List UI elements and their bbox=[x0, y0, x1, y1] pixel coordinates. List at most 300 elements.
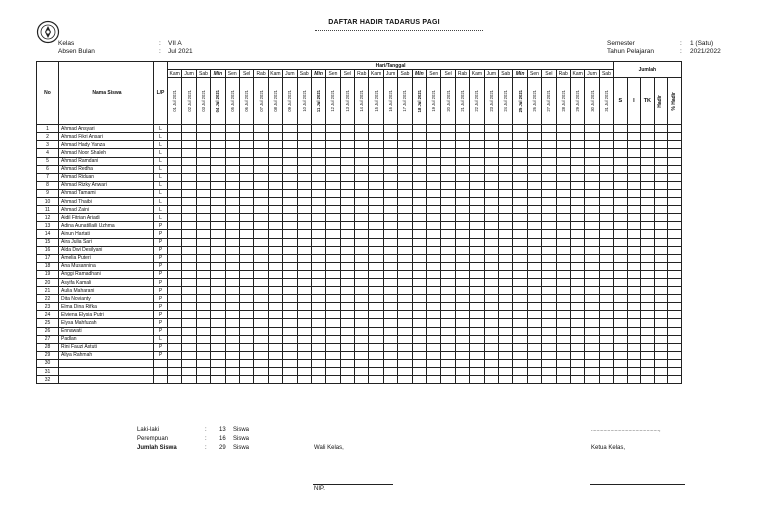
attendance-cell[interactable] bbox=[441, 278, 455, 286]
attendance-cell[interactable] bbox=[470, 238, 484, 246]
attendance-cell[interactable] bbox=[326, 230, 340, 238]
attendance-cell[interactable] bbox=[182, 351, 196, 359]
attendance-cell[interactable] bbox=[484, 262, 498, 270]
attendance-cell[interactable] bbox=[527, 327, 541, 335]
attendance-cell[interactable] bbox=[498, 270, 512, 278]
attendance-cell[interactable] bbox=[283, 198, 297, 206]
attendance-cell[interactable] bbox=[211, 278, 225, 286]
attendance-cell[interactable] bbox=[239, 157, 253, 165]
attendance-cell[interactable] bbox=[383, 149, 397, 157]
attendance-cell[interactable] bbox=[369, 133, 383, 141]
attendance-cell[interactable] bbox=[340, 230, 354, 238]
attendance-cell[interactable] bbox=[182, 149, 196, 157]
attendance-cell[interactable] bbox=[527, 214, 541, 222]
attendance-cell[interactable] bbox=[556, 173, 570, 181]
attendance-cell[interactable] bbox=[527, 165, 541, 173]
attendance-cell[interactable] bbox=[484, 278, 498, 286]
attendance-cell[interactable] bbox=[369, 157, 383, 165]
attendance-cell[interactable] bbox=[441, 262, 455, 270]
attendance-cell[interactable] bbox=[297, 206, 311, 214]
attendance-cell[interactable] bbox=[527, 270, 541, 278]
attendance-cell[interactable] bbox=[484, 311, 498, 319]
attendance-cell[interactable] bbox=[239, 149, 253, 157]
attendance-cell[interactable] bbox=[311, 343, 325, 351]
attendance-cell[interactable] bbox=[570, 311, 584, 319]
attendance-cell[interactable] bbox=[455, 238, 469, 246]
attendance-cell[interactable] bbox=[196, 133, 210, 141]
attendance-cell[interactable] bbox=[441, 295, 455, 303]
attendance-cell[interactable] bbox=[225, 230, 239, 238]
attendance-cell[interactable] bbox=[513, 311, 527, 319]
attendance-cell[interactable] bbox=[196, 278, 210, 286]
attendance-cell[interactable] bbox=[398, 189, 412, 197]
attendance-cell[interactable] bbox=[211, 189, 225, 197]
attendance-cell[interactable] bbox=[311, 303, 325, 311]
attendance-cell[interactable] bbox=[412, 141, 426, 149]
attendance-cell[interactable] bbox=[542, 295, 556, 303]
attendance-cell[interactable] bbox=[585, 303, 599, 311]
attendance-cell[interactable] bbox=[254, 181, 268, 189]
attendance-cell[interactable] bbox=[427, 351, 441, 359]
attendance-cell[interactable] bbox=[283, 165, 297, 173]
attendance-cell[interactable] bbox=[239, 181, 253, 189]
attendance-cell[interactable] bbox=[585, 181, 599, 189]
attendance-cell[interactable] bbox=[196, 189, 210, 197]
attendance-cell[interactable] bbox=[383, 246, 397, 254]
attendance-cell[interactable] bbox=[542, 189, 556, 197]
attendance-cell[interactable] bbox=[326, 189, 340, 197]
attendance-cell[interactable] bbox=[268, 246, 282, 254]
attendance-cell[interactable] bbox=[455, 351, 469, 359]
attendance-cell[interactable] bbox=[556, 157, 570, 165]
attendance-cell[interactable] bbox=[355, 376, 369, 384]
attendance-cell[interactable] bbox=[168, 214, 182, 222]
attendance-cell[interactable] bbox=[498, 181, 512, 189]
attendance-cell[interactable] bbox=[225, 189, 239, 197]
attendance-cell[interactable] bbox=[441, 181, 455, 189]
attendance-cell[interactable] bbox=[542, 133, 556, 141]
attendance-cell[interactable] bbox=[498, 230, 512, 238]
attendance-cell[interactable] bbox=[527, 262, 541, 270]
attendance-cell[interactable] bbox=[484, 376, 498, 384]
attendance-cell[interactable] bbox=[484, 319, 498, 327]
attendance-cell[interactable] bbox=[168, 141, 182, 149]
attendance-cell[interactable] bbox=[326, 214, 340, 222]
attendance-cell[interactable] bbox=[470, 189, 484, 197]
attendance-cell[interactable] bbox=[398, 149, 412, 157]
attendance-cell[interactable] bbox=[268, 206, 282, 214]
attendance-cell[interactable] bbox=[355, 343, 369, 351]
attendance-cell[interactable] bbox=[355, 359, 369, 367]
attendance-cell[interactable] bbox=[556, 246, 570, 254]
attendance-cell[interactable] bbox=[283, 368, 297, 376]
attendance-cell[interactable] bbox=[570, 254, 584, 262]
attendance-cell[interactable] bbox=[412, 133, 426, 141]
attendance-cell[interactable] bbox=[570, 141, 584, 149]
attendance-cell[interactable] bbox=[556, 165, 570, 173]
attendance-cell[interactable] bbox=[369, 206, 383, 214]
attendance-cell[interactable] bbox=[254, 327, 268, 335]
attendance-cell[interactable] bbox=[412, 246, 426, 254]
attendance-cell[interactable] bbox=[239, 343, 253, 351]
attendance-cell[interactable] bbox=[196, 262, 210, 270]
attendance-cell[interactable] bbox=[470, 206, 484, 214]
attendance-cell[interactable] bbox=[182, 133, 196, 141]
attendance-cell[interactable] bbox=[369, 311, 383, 319]
attendance-cell[interactable] bbox=[383, 230, 397, 238]
attendance-cell[interactable] bbox=[484, 254, 498, 262]
attendance-cell[interactable] bbox=[570, 206, 584, 214]
attendance-cell[interactable] bbox=[211, 368, 225, 376]
attendance-cell[interactable] bbox=[599, 149, 613, 157]
attendance-cell[interactable] bbox=[513, 222, 527, 230]
attendance-cell[interactable] bbox=[355, 133, 369, 141]
attendance-cell[interactable] bbox=[168, 319, 182, 327]
attendance-cell[interactable] bbox=[542, 149, 556, 157]
attendance-cell[interactable] bbox=[570, 198, 584, 206]
attendance-cell[interactable] bbox=[268, 149, 282, 157]
attendance-cell[interactable] bbox=[211, 254, 225, 262]
attendance-cell[interactable] bbox=[254, 287, 268, 295]
attendance-cell[interactable] bbox=[340, 214, 354, 222]
attendance-cell[interactable] bbox=[239, 206, 253, 214]
attendance-cell[interactable] bbox=[211, 198, 225, 206]
attendance-cell[interactable] bbox=[542, 359, 556, 367]
attendance-cell[interactable] bbox=[168, 368, 182, 376]
attendance-cell[interactable] bbox=[283, 206, 297, 214]
attendance-cell[interactable] bbox=[427, 198, 441, 206]
attendance-cell[interactable] bbox=[326, 173, 340, 181]
attendance-cell[interactable] bbox=[326, 165, 340, 173]
attendance-cell[interactable] bbox=[326, 287, 340, 295]
attendance-cell[interactable] bbox=[168, 238, 182, 246]
attendance-cell[interactable] bbox=[340, 287, 354, 295]
attendance-cell[interactable] bbox=[556, 262, 570, 270]
attendance-cell[interactable] bbox=[254, 141, 268, 149]
attendance-cell[interactable] bbox=[297, 254, 311, 262]
attendance-cell[interactable] bbox=[211, 206, 225, 214]
attendance-cell[interactable] bbox=[427, 189, 441, 197]
attendance-cell[interactable] bbox=[355, 181, 369, 189]
attendance-cell[interactable] bbox=[513, 254, 527, 262]
attendance-cell[interactable] bbox=[239, 270, 253, 278]
attendance-cell[interactable] bbox=[513, 351, 527, 359]
attendance-cell[interactable] bbox=[585, 165, 599, 173]
attendance-cell[interactable] bbox=[311, 198, 325, 206]
attendance-cell[interactable] bbox=[599, 238, 613, 246]
attendance-cell[interactable] bbox=[182, 246, 196, 254]
attendance-cell[interactable] bbox=[225, 368, 239, 376]
attendance-cell[interactable] bbox=[355, 254, 369, 262]
attendance-cell[interactable] bbox=[311, 368, 325, 376]
attendance-cell[interactable] bbox=[542, 222, 556, 230]
attendance-cell[interactable] bbox=[412, 173, 426, 181]
attendance-cell[interactable] bbox=[369, 173, 383, 181]
attendance-cell[interactable] bbox=[211, 238, 225, 246]
attendance-cell[interactable] bbox=[182, 238, 196, 246]
attendance-cell[interactable] bbox=[470, 359, 484, 367]
attendance-cell[interactable] bbox=[355, 230, 369, 238]
attendance-cell[interactable] bbox=[383, 189, 397, 197]
attendance-cell[interactable] bbox=[527, 351, 541, 359]
attendance-cell[interactable] bbox=[585, 125, 599, 133]
attendance-cell[interactable] bbox=[369, 189, 383, 197]
attendance-cell[interactable] bbox=[441, 133, 455, 141]
attendance-cell[interactable] bbox=[355, 327, 369, 335]
attendance-cell[interactable] bbox=[268, 254, 282, 262]
attendance-cell[interactable] bbox=[412, 254, 426, 262]
attendance-cell[interactable] bbox=[542, 311, 556, 319]
attendance-cell[interactable] bbox=[498, 376, 512, 384]
attendance-cell[interactable] bbox=[599, 343, 613, 351]
attendance-cell[interactable] bbox=[484, 157, 498, 165]
attendance-cell[interactable] bbox=[383, 262, 397, 270]
attendance-cell[interactable] bbox=[168, 262, 182, 270]
attendance-cell[interactable] bbox=[441, 165, 455, 173]
attendance-cell[interactable] bbox=[326, 141, 340, 149]
attendance-cell[interactable] bbox=[585, 359, 599, 367]
attendance-cell[interactable] bbox=[556, 198, 570, 206]
attendance-cell[interactable] bbox=[398, 270, 412, 278]
attendance-cell[interactable] bbox=[498, 133, 512, 141]
attendance-cell[interactable] bbox=[225, 295, 239, 303]
attendance-cell[interactable] bbox=[239, 327, 253, 335]
attendance-cell[interactable] bbox=[441, 311, 455, 319]
attendance-cell[interactable] bbox=[527, 278, 541, 286]
attendance-cell[interactable] bbox=[599, 230, 613, 238]
attendance-cell[interactable] bbox=[355, 173, 369, 181]
attendance-cell[interactable] bbox=[355, 149, 369, 157]
attendance-cell[interactable] bbox=[168, 198, 182, 206]
attendance-cell[interactable] bbox=[527, 157, 541, 165]
attendance-cell[interactable] bbox=[254, 262, 268, 270]
attendance-cell[interactable] bbox=[383, 181, 397, 189]
attendance-cell[interactable] bbox=[513, 270, 527, 278]
attendance-cell[interactable] bbox=[455, 368, 469, 376]
attendance-cell[interactable] bbox=[297, 359, 311, 367]
attendance-cell[interactable] bbox=[427, 262, 441, 270]
attendance-cell[interactable] bbox=[498, 311, 512, 319]
attendance-cell[interactable] bbox=[196, 206, 210, 214]
attendance-cell[interactable] bbox=[355, 303, 369, 311]
attendance-cell[interactable] bbox=[556, 230, 570, 238]
attendance-cell[interactable] bbox=[599, 327, 613, 335]
attendance-cell[interactable] bbox=[311, 278, 325, 286]
attendance-cell[interactable] bbox=[340, 189, 354, 197]
attendance-cell[interactable] bbox=[340, 359, 354, 367]
attendance-cell[interactable] bbox=[470, 246, 484, 254]
attendance-cell[interactable] bbox=[412, 189, 426, 197]
attendance-cell[interactable] bbox=[599, 189, 613, 197]
attendance-cell[interactable] bbox=[599, 359, 613, 367]
attendance-cell[interactable] bbox=[542, 376, 556, 384]
attendance-cell[interactable] bbox=[239, 214, 253, 222]
attendance-cell[interactable] bbox=[527, 149, 541, 157]
attendance-cell[interactable] bbox=[196, 230, 210, 238]
attendance-cell[interactable] bbox=[297, 214, 311, 222]
attendance-cell[interactable] bbox=[355, 278, 369, 286]
attendance-cell[interactable] bbox=[513, 246, 527, 254]
attendance-cell[interactable] bbox=[455, 343, 469, 351]
attendance-cell[interactable] bbox=[326, 238, 340, 246]
attendance-cell[interactable] bbox=[599, 181, 613, 189]
attendance-cell[interactable] bbox=[211, 173, 225, 181]
attendance-cell[interactable] bbox=[513, 157, 527, 165]
attendance-cell[interactable] bbox=[470, 157, 484, 165]
attendance-cell[interactable] bbox=[239, 319, 253, 327]
attendance-cell[interactable] bbox=[383, 327, 397, 335]
attendance-cell[interactable] bbox=[484, 327, 498, 335]
attendance-cell[interactable] bbox=[254, 303, 268, 311]
attendance-cell[interactable] bbox=[239, 351, 253, 359]
attendance-cell[interactable] bbox=[383, 343, 397, 351]
attendance-cell[interactable] bbox=[542, 343, 556, 351]
attendance-cell[interactable] bbox=[412, 368, 426, 376]
attendance-cell[interactable] bbox=[326, 368, 340, 376]
attendance-cell[interactable] bbox=[527, 343, 541, 351]
attendance-cell[interactable] bbox=[585, 287, 599, 295]
attendance-cell[interactable] bbox=[225, 222, 239, 230]
attendance-cell[interactable] bbox=[211, 157, 225, 165]
attendance-cell[interactable] bbox=[441, 206, 455, 214]
attendance-cell[interactable] bbox=[398, 125, 412, 133]
attendance-cell[interactable] bbox=[283, 125, 297, 133]
attendance-cell[interactable] bbox=[585, 198, 599, 206]
attendance-cell[interactable] bbox=[484, 165, 498, 173]
attendance-cell[interactable] bbox=[398, 173, 412, 181]
attendance-cell[interactable] bbox=[383, 319, 397, 327]
attendance-cell[interactable] bbox=[556, 295, 570, 303]
attendance-cell[interactable] bbox=[268, 311, 282, 319]
attendance-cell[interactable] bbox=[527, 303, 541, 311]
attendance-cell[interactable] bbox=[297, 303, 311, 311]
attendance-cell[interactable] bbox=[427, 335, 441, 343]
attendance-cell[interactable] bbox=[455, 278, 469, 286]
attendance-cell[interactable] bbox=[355, 206, 369, 214]
attendance-cell[interactable] bbox=[211, 295, 225, 303]
attendance-cell[interactable] bbox=[369, 230, 383, 238]
attendance-cell[interactable] bbox=[268, 278, 282, 286]
attendance-cell[interactable] bbox=[427, 222, 441, 230]
attendance-cell[interactable] bbox=[427, 133, 441, 141]
attendance-cell[interactable] bbox=[196, 295, 210, 303]
attendance-cell[interactable] bbox=[225, 181, 239, 189]
attendance-cell[interactable] bbox=[484, 295, 498, 303]
attendance-cell[interactable] bbox=[585, 133, 599, 141]
attendance-cell[interactable] bbox=[585, 278, 599, 286]
attendance-cell[interactable] bbox=[599, 254, 613, 262]
attendance-cell[interactable] bbox=[311, 270, 325, 278]
attendance-cell[interactable] bbox=[326, 246, 340, 254]
attendance-cell[interactable] bbox=[441, 270, 455, 278]
attendance-cell[interactable] bbox=[570, 149, 584, 157]
attendance-cell[interactable] bbox=[369, 343, 383, 351]
attendance-cell[interactable] bbox=[441, 351, 455, 359]
attendance-cell[interactable] bbox=[283, 133, 297, 141]
attendance-cell[interactable] bbox=[470, 173, 484, 181]
attendance-cell[interactable] bbox=[297, 295, 311, 303]
attendance-cell[interactable] bbox=[470, 270, 484, 278]
attendance-cell[interactable] bbox=[427, 125, 441, 133]
attendance-cell[interactable] bbox=[498, 246, 512, 254]
attendance-cell[interactable] bbox=[427, 278, 441, 286]
attendance-cell[interactable] bbox=[570, 173, 584, 181]
attendance-cell[interactable] bbox=[383, 368, 397, 376]
attendance-cell[interactable] bbox=[398, 343, 412, 351]
attendance-cell[interactable] bbox=[570, 270, 584, 278]
attendance-cell[interactable] bbox=[340, 141, 354, 149]
attendance-cell[interactable] bbox=[369, 368, 383, 376]
attendance-cell[interactable] bbox=[297, 368, 311, 376]
attendance-cell[interactable] bbox=[441, 246, 455, 254]
attendance-cell[interactable] bbox=[196, 165, 210, 173]
attendance-cell[interactable] bbox=[196, 287, 210, 295]
attendance-cell[interactable] bbox=[268, 359, 282, 367]
attendance-cell[interactable] bbox=[355, 319, 369, 327]
attendance-cell[interactable] bbox=[556, 254, 570, 262]
attendance-cell[interactable] bbox=[556, 222, 570, 230]
attendance-cell[interactable] bbox=[168, 246, 182, 254]
attendance-cell[interactable] bbox=[254, 311, 268, 319]
attendance-cell[interactable] bbox=[542, 198, 556, 206]
attendance-cell[interactable] bbox=[556, 141, 570, 149]
attendance-cell[interactable] bbox=[398, 319, 412, 327]
attendance-cell[interactable] bbox=[498, 278, 512, 286]
attendance-cell[interactable] bbox=[570, 303, 584, 311]
attendance-cell[interactable] bbox=[570, 327, 584, 335]
attendance-cell[interactable] bbox=[283, 287, 297, 295]
attendance-cell[interactable] bbox=[369, 181, 383, 189]
attendance-cell[interactable] bbox=[470, 125, 484, 133]
attendance-cell[interactable] bbox=[585, 295, 599, 303]
attendance-cell[interactable] bbox=[326, 311, 340, 319]
attendance-cell[interactable] bbox=[470, 222, 484, 230]
attendance-cell[interactable] bbox=[340, 222, 354, 230]
attendance-cell[interactable] bbox=[412, 125, 426, 133]
attendance-cell[interactable] bbox=[427, 149, 441, 157]
attendance-cell[interactable] bbox=[297, 230, 311, 238]
attendance-cell[interactable] bbox=[326, 376, 340, 384]
attendance-cell[interactable] bbox=[542, 246, 556, 254]
attendance-cell[interactable] bbox=[455, 270, 469, 278]
attendance-cell[interactable] bbox=[599, 303, 613, 311]
attendance-cell[interactable] bbox=[225, 343, 239, 351]
attendance-cell[interactable] bbox=[369, 270, 383, 278]
attendance-cell[interactable] bbox=[542, 125, 556, 133]
attendance-cell[interactable] bbox=[340, 311, 354, 319]
attendance-cell[interactable] bbox=[383, 270, 397, 278]
attendance-cell[interactable] bbox=[398, 157, 412, 165]
attendance-cell[interactable] bbox=[297, 157, 311, 165]
attendance-cell[interactable] bbox=[211, 327, 225, 335]
attendance-cell[interactable] bbox=[225, 262, 239, 270]
attendance-cell[interactable] bbox=[168, 287, 182, 295]
attendance-cell[interactable] bbox=[484, 335, 498, 343]
attendance-cell[interactable] bbox=[268, 189, 282, 197]
attendance-cell[interactable] bbox=[355, 295, 369, 303]
attendance-cell[interactable] bbox=[427, 359, 441, 367]
attendance-cell[interactable] bbox=[340, 270, 354, 278]
attendance-cell[interactable] bbox=[455, 246, 469, 254]
attendance-cell[interactable] bbox=[254, 189, 268, 197]
attendance-cell[interactable] bbox=[470, 376, 484, 384]
attendance-cell[interactable] bbox=[556, 303, 570, 311]
attendance-cell[interactable] bbox=[570, 351, 584, 359]
attendance-cell[interactable] bbox=[340, 157, 354, 165]
attendance-cell[interactable] bbox=[239, 359, 253, 367]
attendance-cell[interactable] bbox=[225, 125, 239, 133]
attendance-cell[interactable] bbox=[570, 165, 584, 173]
